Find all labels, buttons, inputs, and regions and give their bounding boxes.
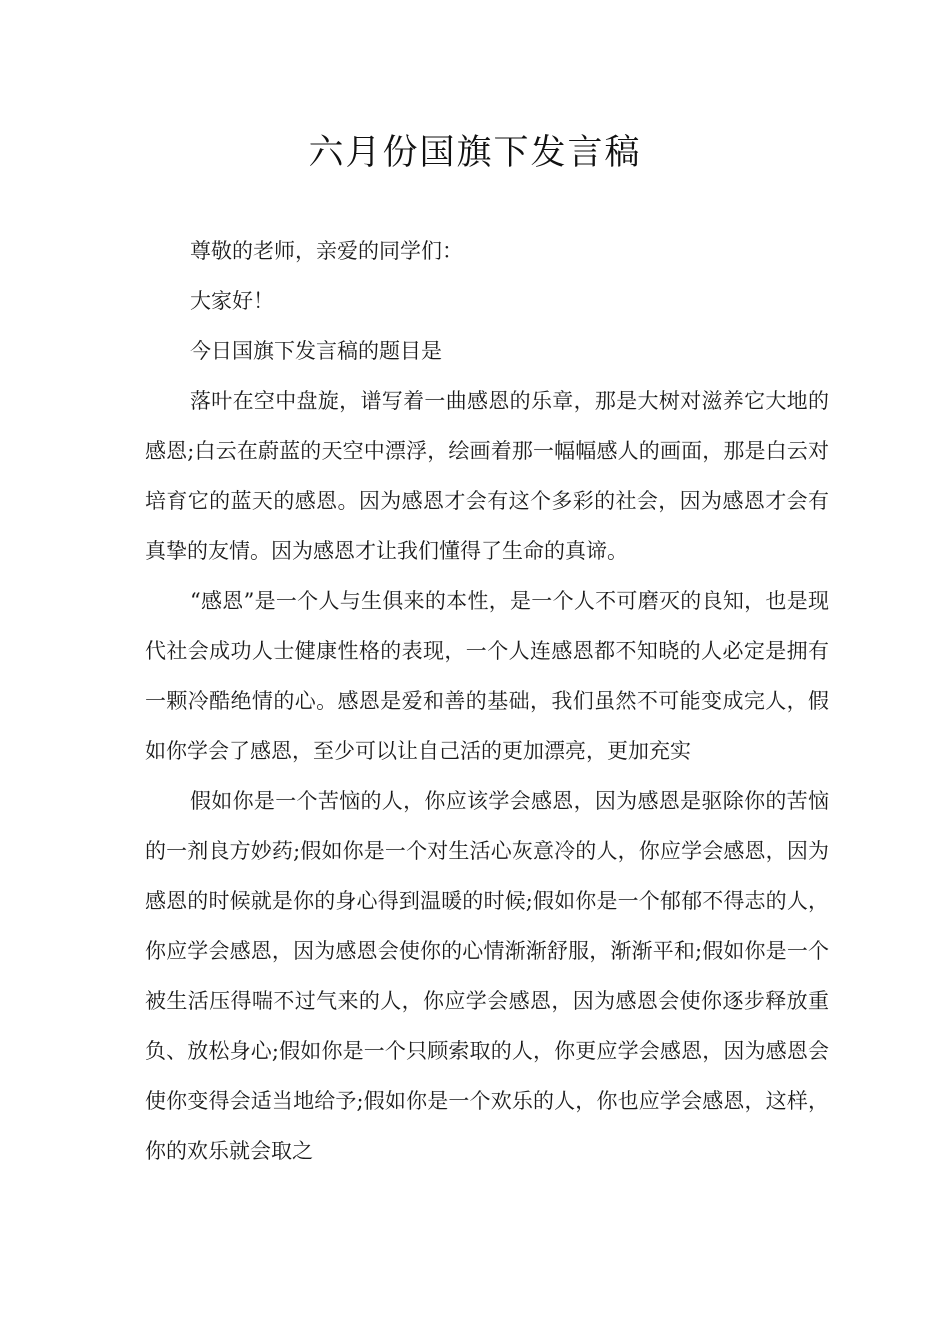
- page-title: 六月份国旗下发言稿: [308, 133, 642, 173]
- document-body: [145, 226, 829, 1176]
- paragraph-body-1: 落叶在空中盘旋，谱写着一曲感恩的乐章，那是大树对滋养它大地的感恩;白云在蔚蓝的天空中漂浮，绘画着那一幅幅感人的画面，那是白云对培育它的蓝天的感恩。因为感恩才会有这个多彩的社会，因为感恩才会有真挚的友情。因为感恩才让我们懂得了生命的真谛。: [145, 389, 829, 563]
- paragraph-body-2: “感恩”是一个人与生俱来的本性，是一个人不可磨灭的良知，也是现代社会成功人士健康性格的表现，一个人连感恩都不知晓的人必定是拥有一颗冷酷绝情的心。感恩是爱和善的基础，我们虽然不可能变成完人，假如你学会了感恩，至少可以让自己活的更加漂亮，更加充实: [145, 589, 829, 763]
- paragraph-body-3: 假如你是一个苦恼的人，你应该学会感恩，因为感恩是驱除你的苦恼的一剂良方妙药;假如你是一个对生活心灰意冷的人，你应学会感恩，因为感恩的时候就是你的身心得到温暖的时候;假如你是一个郁郁不得志的人，你应学会感恩，因为感恩会使你的心情渐渐舒服，渐渐平和;假如你是一个被生活压得喘不过气来的人，你应学会感恩，因为感恩会使你逐步释放重负、放松身心;假如你是一个只顾索取的人，你更应学会感恩，因为感恩会使你变得会适当地给予;假如你是一个欢乐的人，你也应学会感恩，这样，你的欢乐就会取之: [145, 789, 829, 1163]
- paragraph-greeting: 尊敬的老师，亲爱的同学们：: [190, 239, 463, 263]
- paragraph-hello: 大家好！: [190, 289, 274, 313]
- paragraph-topic: 今日国旗下发言稿的题目是: [190, 339, 442, 363]
